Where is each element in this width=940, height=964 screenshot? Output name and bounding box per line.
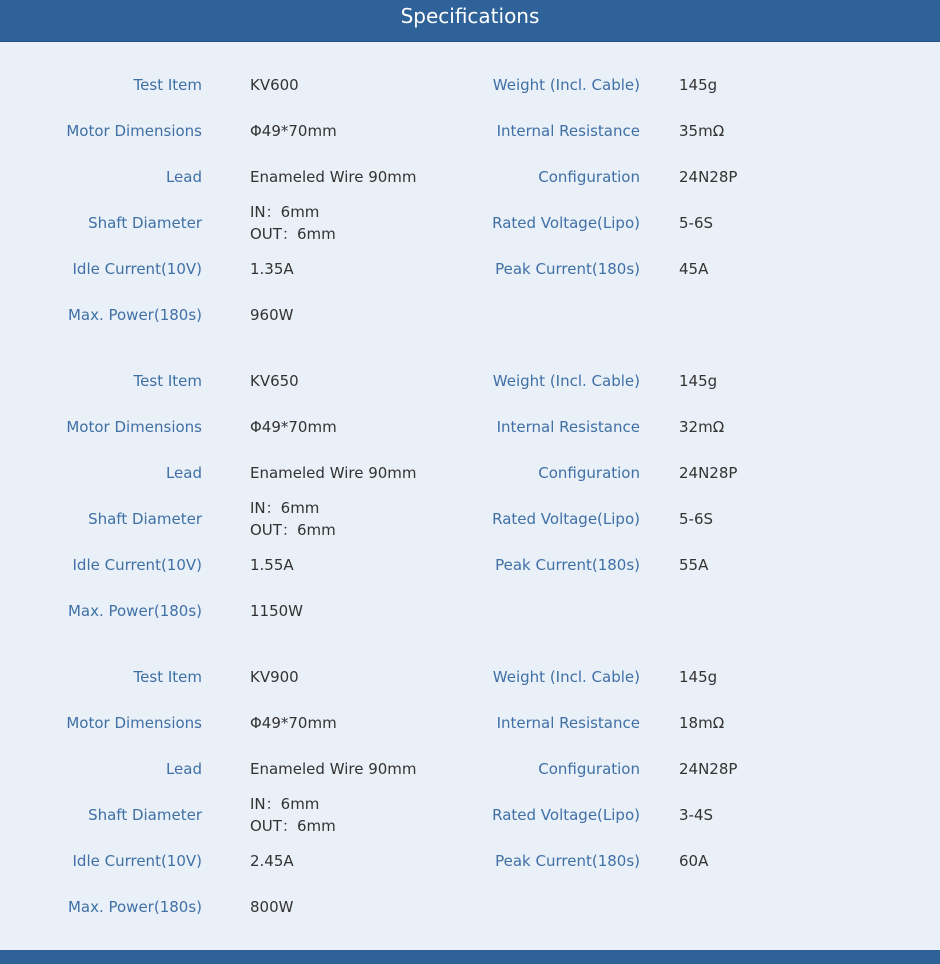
idle-current-label: Idle Current(10V) xyxy=(72,260,202,278)
weight-label: Weight (Incl. Cable) xyxy=(492,76,640,94)
configuration-label: Configuration xyxy=(538,464,640,482)
weight-label: Weight (Incl. Cable) xyxy=(492,372,640,390)
spec-row xyxy=(0,292,940,338)
spec-block-kv650 xyxy=(0,358,940,618)
idle-current-value: 1.35A xyxy=(250,260,294,278)
rated-voltage-label: Rated Voltage(Lipo) xyxy=(492,214,640,232)
weight-value: 145g xyxy=(679,76,718,94)
test-item-label: Test Item xyxy=(133,372,202,390)
motor-dimensions-value: Φ49*70mm xyxy=(250,418,337,436)
test-item-label: Test Item xyxy=(133,668,202,686)
shaft-diameter-label: Shaft Diameter xyxy=(88,510,202,528)
internal-resistance-value: 35mΩ xyxy=(679,122,725,140)
idle-current-label: Idle Current(10V) xyxy=(72,556,202,574)
test-item-value: KV600 xyxy=(250,76,299,94)
peak-current-value: 60A xyxy=(679,852,709,870)
footer-bar xyxy=(0,950,940,964)
spec-row xyxy=(0,358,940,404)
spec-row xyxy=(0,746,940,792)
rated-voltage-label: Rated Voltage(Lipo) xyxy=(492,510,640,528)
spec-row xyxy=(0,700,940,746)
idle-current-label: Idle Current(10V) xyxy=(72,852,202,870)
spec-row xyxy=(0,200,940,246)
motor-dimensions-label: Motor Dimensions xyxy=(66,714,202,732)
page-title: Specifications xyxy=(400,3,540,28)
shaft-diameter-label: Shaft Diameter xyxy=(88,806,202,824)
idle-current-value: 2.45A xyxy=(250,852,294,870)
lead-value: Enameled Wire 90mm xyxy=(250,168,417,186)
max-power-label: Max. Power(180s) xyxy=(67,898,202,916)
max-power-value: 1150W xyxy=(250,602,304,620)
spec-block-kv900 xyxy=(0,654,940,914)
motor-dimensions-label: Motor Dimensions xyxy=(66,418,202,436)
spec-row xyxy=(0,62,940,108)
spec-block-kv600 xyxy=(0,62,940,322)
rated-voltage-value: 5-6S xyxy=(679,510,714,528)
weight-value: 145g xyxy=(679,668,718,686)
spec-row xyxy=(0,246,940,292)
motor-dimensions-value: Φ49*70mm xyxy=(250,714,337,732)
shaft-diameter-label: Shaft Diameter xyxy=(88,214,202,232)
configuration-label: Configuration xyxy=(538,168,640,186)
peak-current-label: Peak Current(180s) xyxy=(495,260,640,278)
internal-resistance-label: Internal Resistance xyxy=(496,418,640,436)
rated-voltage-value: 5-6S xyxy=(679,214,714,232)
test-item-value: KV900 xyxy=(250,668,299,686)
configuration-label: Configuration xyxy=(538,760,640,778)
max-power-label: Max. Power(180s) xyxy=(67,602,202,620)
peak-current-label: Peak Current(180s) xyxy=(495,556,640,574)
shaft-diameter-value xyxy=(250,200,470,246)
lead-value: Enameled Wire 90mm xyxy=(250,760,417,778)
internal-resistance-value: 18mΩ xyxy=(679,714,725,732)
max-power-label: Max. Power(180s) xyxy=(67,306,202,324)
motor-dimensions-value: Φ49*70mm xyxy=(250,122,337,140)
spec-row xyxy=(0,838,940,884)
idle-current-value: 1.55A xyxy=(250,556,294,574)
shaft-in-value: IN：6mm xyxy=(250,203,320,221)
lead-label: Lead xyxy=(165,168,202,186)
lead-value: Enameled Wire 90mm xyxy=(250,464,417,482)
configuration-value: 24N28P xyxy=(679,760,738,778)
shaft-out-value: OUT：6mm xyxy=(250,225,336,243)
spec-row xyxy=(0,884,940,930)
test-item-label: Test Item xyxy=(133,76,202,94)
peak-current-value: 55A xyxy=(679,556,709,574)
configuration-value: 24N28P xyxy=(679,464,738,482)
peak-current-label: Peak Current(180s) xyxy=(495,852,640,870)
shaft-in-value: IN：6mm xyxy=(250,499,320,517)
spec-row xyxy=(0,154,940,200)
internal-resistance-label: Internal Resistance xyxy=(496,714,640,732)
internal-resistance-label: Internal Resistance xyxy=(496,122,640,140)
specifications-header xyxy=(0,0,940,42)
spec-row xyxy=(0,108,940,154)
internal-resistance-value: 32mΩ xyxy=(679,418,725,436)
lead-label: Lead xyxy=(165,760,202,778)
shaft-diameter-value xyxy=(250,496,470,542)
lead-label: Lead xyxy=(165,464,202,482)
spec-row xyxy=(0,792,940,838)
spec-row xyxy=(0,450,940,496)
max-power-value: 960W xyxy=(250,306,294,324)
spec-row xyxy=(0,542,940,588)
peak-current-value: 45A xyxy=(679,260,709,278)
shaft-out-value: OUT：6mm xyxy=(250,521,336,539)
shaft-diameter-value xyxy=(250,792,470,838)
max-power-value: 800W xyxy=(250,898,294,916)
rated-voltage-label: Rated Voltage(Lipo) xyxy=(492,806,640,824)
shaft-out-value: OUT：6mm xyxy=(250,817,336,835)
motor-dimensions-label: Motor Dimensions xyxy=(66,122,202,140)
spec-row xyxy=(0,588,940,634)
rated-voltage-value: 3-4S xyxy=(679,806,714,824)
configuration-value: 24N28P xyxy=(679,168,738,186)
weight-label: Weight (Incl. Cable) xyxy=(492,668,640,686)
spec-row xyxy=(0,404,940,450)
test-item-value: KV650 xyxy=(250,372,299,390)
shaft-in-value: IN：6mm xyxy=(250,795,320,813)
weight-value: 145g xyxy=(679,372,718,390)
spec-row xyxy=(0,496,940,542)
spec-row xyxy=(0,654,940,700)
